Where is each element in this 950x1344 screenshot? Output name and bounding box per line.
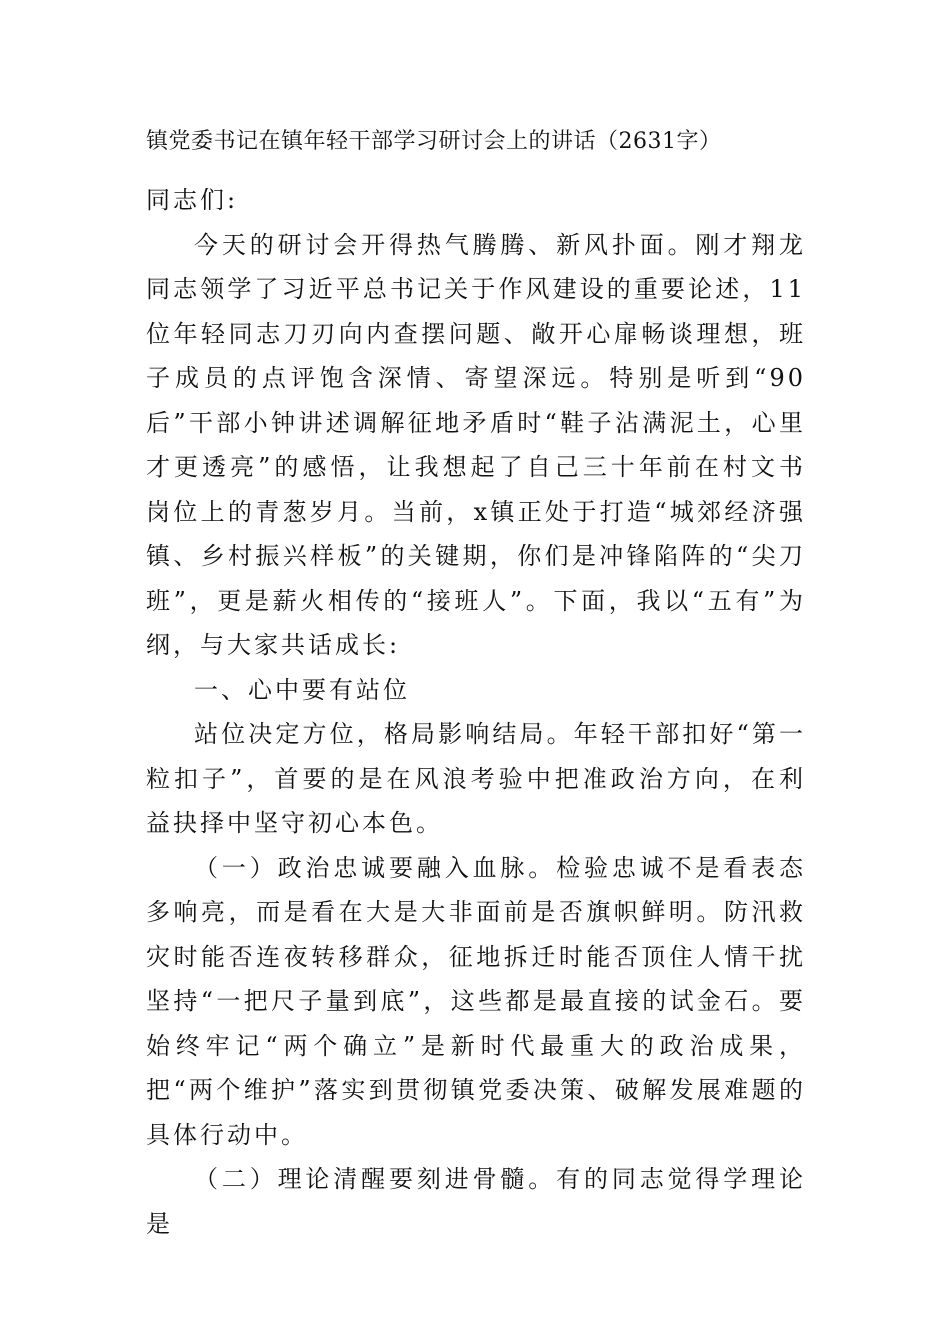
paragraph-opening: 今天的研讨会开得热气腾腾、新风扑面。刚才翔龙同志领学了习近平总书记关于作风建设的重要论述，11位年轻同志刀刃向内查摆问题、敞开心扉畅谈理想，班子成员的点评饱含深情、寄望深远。特别是听到“90后”干部小钟讲述调解征地矛盾时“鞋子沾满泥土，心里才更透亮”的感悟，让我想起了自己三十年前在村文书岗位上的青葱岁月。当前，x镇正处于打造“城郊经济强镇、乡村振兴样板”的关键期，你们是冲锋陷阵的“尖刀班”，更是薪火相传的“接班人”。下面，我以“五有”为纲，与大家共话成长: [146,230,806,659]
document-body [146,178,806,1246]
greeting: 同志们: [146,186,239,214]
section-heading-1: 一、心中要有站位 [194,675,410,704]
paragraph-subsection-1: （一）政治忠诚要融入血脉。检验忠诚不是看表态多响亮，而是看在大是大非面前是否旗帜鲜明。防汛救灾时能否连夜转移群众，征地拆迁时能否顶住人情干扰坚持“一把尺子量到底”，这些都是最直接的试金石。要始终牢记“两个确立”是新时代最重大的政治成果，把“两个维护”落实到贯彻镇党委决策、破解发展难题的具体行动中。 [146,853,806,1149]
paragraph-section-intro: 站位决定方位，格局影响结局。年轻干部扣好“第一粒扣子”，首要的是在风浪考验中把准政治方向，在利益抉择中坚守初心本色。 [146,720,806,837]
document-title: 镇党委书记在镇年轻干部学习研讨会上的讲话（2631字） [146,129,722,154]
paragraph-subsection-2: （二）理论清醒要刻进骨髓。有的同志觉得学理论是 [146,1165,806,1238]
